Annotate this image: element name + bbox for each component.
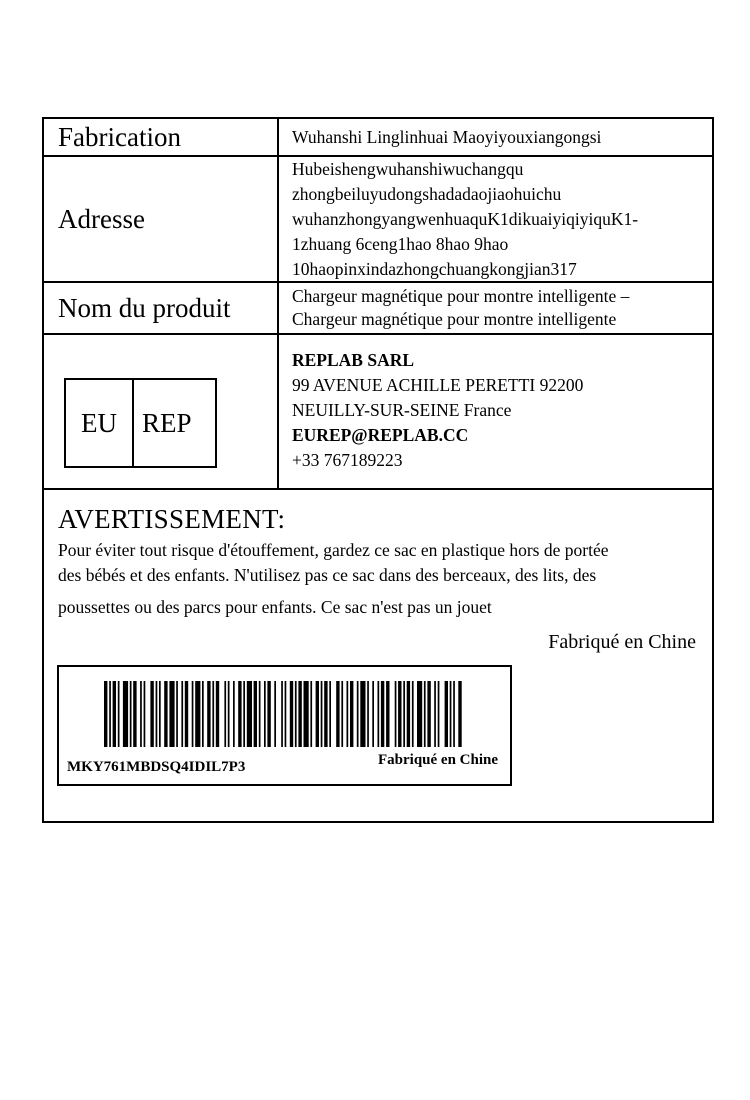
barcode-bar <box>181 681 183 747</box>
adresse-label: Adresse <box>44 157 279 281</box>
barcode-bar <box>310 681 312 747</box>
barcode-bar <box>259 681 261 747</box>
barcode-bar <box>202 681 204 747</box>
barcode-bar <box>159 681 161 747</box>
barcode-bar <box>176 681 178 747</box>
warning-line: Pour éviter tout risque d'étouffement, gardez ce sac en plastique hors de portée <box>58 540 609 560</box>
barcode-bar <box>329 681 331 747</box>
product-label <box>42 117 714 823</box>
barcode-bar <box>450 681 452 747</box>
barcode-bar <box>150 681 153 747</box>
barcode-bar <box>347 681 349 747</box>
barcode-bar <box>140 681 142 747</box>
barcode-bar <box>424 681 426 747</box>
barcode-bar <box>434 681 436 747</box>
barcode-bar <box>130 681 132 747</box>
barcode-bar <box>212 681 214 747</box>
barcode-bar <box>304 681 309 747</box>
barcode-bar <box>438 681 440 747</box>
barcode-bar <box>109 681 111 747</box>
barcode-bar <box>281 681 283 747</box>
barcode-bar <box>185 681 188 747</box>
produit-line: Chargeur magnétique pour montre intelligente – <box>292 286 630 306</box>
produit-value <box>292 283 704 333</box>
barcode-bar <box>378 681 380 747</box>
barcode-bar <box>274 681 276 747</box>
barcode-bar <box>104 681 107 747</box>
barcode-bar <box>407 681 410 747</box>
barcode-bar <box>133 681 136 747</box>
row-adresse <box>44 157 712 283</box>
adresse-line: wuhanzhongyangwenhuaquK1dikuaiyiqiyiquK1- <box>292 208 639 229</box>
barcode-bar <box>341 681 343 747</box>
eu-symbol-text: EU <box>66 380 134 466</box>
barcode-bar <box>372 681 374 747</box>
barcode-code: MKY761MBDSQ4IDIL7P3 <box>67 759 246 775</box>
barcode-bar <box>285 681 287 747</box>
barcode-bar <box>398 681 401 747</box>
barcode-bar <box>264 681 266 747</box>
produit-label: Nom du produit <box>44 283 279 333</box>
barcode-bar <box>324 681 327 747</box>
barcode-bar <box>445 681 448 747</box>
barcode-bar <box>298 681 301 747</box>
barcode-bar <box>156 681 158 747</box>
barcode-made-in: Fabriqué en Chine <box>377 752 498 768</box>
barcode-bar <box>321 681 323 747</box>
eu-rep-company: REPLAB SARL <box>292 350 415 370</box>
warning-text <box>58 538 706 620</box>
fabrication-label: Fabrication <box>44 119 279 155</box>
eu-rep-email: EUREP@REPLAB.CC <box>292 425 469 445</box>
made-in-text: Fabriqué en Chine <box>548 631 696 653</box>
adresse-line: 10haopinxindazhongchuangkongjian317 <box>292 258 577 279</box>
barcode-bar <box>381 681 384 747</box>
barcode-bar <box>367 681 369 747</box>
eu-rep-symbol <box>64 378 217 468</box>
barcode-bars <box>104 681 464 747</box>
warning-line: poussettes ou des parcs pour enfants. Ce sac n'est pas un jouet <box>58 597 492 617</box>
warning-title: AVERTISSEMENT: <box>58 504 286 534</box>
barcode-bar <box>247 681 252 747</box>
barcode-bar <box>403 681 405 747</box>
row-fabrication <box>44 119 712 157</box>
barcode-bar <box>360 681 365 747</box>
barcode-bar <box>254 681 257 747</box>
row-produit <box>44 283 712 335</box>
barcode-bar <box>290 681 293 747</box>
produit-line: Chargeur magnétique pour montre intelligente <box>292 309 617 329</box>
barcode-box <box>57 665 512 786</box>
barcode-bar <box>316 681 319 747</box>
barcode-bar <box>224 681 226 747</box>
eu-rep-phone: +33 767189223 <box>292 450 403 470</box>
fabrication-value <box>292 119 704 155</box>
fabrication-text: Wuhanshi Linglinhuai Maoyiyouxiangongsi <box>292 127 602 147</box>
adresse-value <box>292 157 704 281</box>
barcode-bar <box>123 681 128 747</box>
barcode-bar <box>295 681 297 747</box>
barcode-bar <box>267 681 270 747</box>
barcode-bar <box>412 681 414 747</box>
barcode-bar <box>238 681 241 747</box>
eu-rep-details <box>292 335 704 488</box>
barcode-bar <box>169 681 174 747</box>
rep-symbol-text: REP <box>142 407 192 438</box>
warning-line: des bébés et des enfants. N'utilisez pas ce sac dans des berceaux, des lits, des <box>58 565 597 585</box>
barcode-bar <box>144 681 146 747</box>
adresse-line: Hubeishengwuhanshiwuchangqu <box>292 158 524 179</box>
barcode-bar <box>243 681 245 747</box>
barcode-bar <box>350 681 353 747</box>
barcode-bar <box>458 681 461 747</box>
barcode-bar <box>427 681 430 747</box>
eu-rep-address: 99 AVENUE ACHILLE PERETTI 92200 <box>292 375 584 395</box>
barcode-bar <box>395 681 397 747</box>
barcode-bar <box>417 681 422 747</box>
barcode-bar <box>357 681 359 747</box>
barcode-bar <box>195 681 200 747</box>
eu-rep-cell <box>44 335 279 488</box>
barcode-bar <box>386 681 389 747</box>
barcode-bar <box>233 681 235 747</box>
adresse-line: zhongbeiluyudongshadadaojiaohuichu <box>292 183 562 204</box>
row-eu-rep <box>44 335 712 490</box>
adresse-line: 1zhuang 6ceng1hao 8hao 9hao <box>292 233 509 254</box>
barcode-bar <box>164 681 167 747</box>
barcode-bar <box>207 681 210 747</box>
barcode-bar <box>118 681 120 747</box>
barcode-bar <box>113 681 116 747</box>
barcode-bar <box>192 681 194 747</box>
warning-section <box>44 490 712 821</box>
eu-rep-city: NEUILLY-SUR-SEINE France <box>292 400 512 420</box>
barcode-bar <box>336 681 339 747</box>
barcode-bar <box>453 681 455 747</box>
barcode-bar <box>228 681 230 747</box>
barcode-bar <box>216 681 219 747</box>
